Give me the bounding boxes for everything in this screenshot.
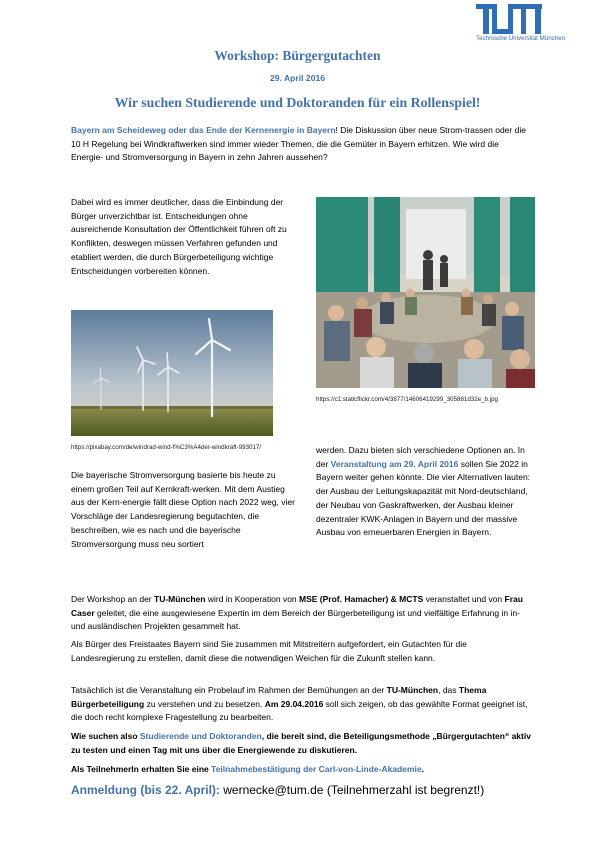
event-date-highlight: Veranstaltung am 29. April 2016	[330, 458, 459, 469]
paragraph-kooperation	[71, 593, 531, 634]
b3-text-1: Tatsächlich ist die Veranstaltung ein Probelauf im Rahmen der Bemühungen an der	[71, 685, 387, 695]
col2-before: werden. Dazu bieten sich verschiedene Optionen an. In der	[316, 445, 525, 469]
b5-text-1: Als TeilnehmerIn erhalten Sie eine	[71, 764, 212, 774]
wind-turbine-image	[71, 310, 273, 436]
tum-logo	[476, 4, 566, 42]
paragraph-probelauf	[71, 684, 531, 725]
col2-after: sollen Sie 2022 in Bayern weiter gehen könnte. Die vier Alternativen lauten: der Ausbau der Leitungskapazität mit Nord-deutschland, der Neubau von Gaskraftwerken, der Ausbau kleiner dezentraler KWK-Anlagen in Bayern und der massive Ausbau von erneuerbaren Energien in Bayern.	[316, 458, 531, 538]
paragraph-teilnahme	[71, 763, 531, 777]
intro-text: ! Die Diskussion über neue Strom-trassen oder die 10 H Regelung bei Windkraftwerken sind immer wieder Themen, die die Gemüter in Bayern erhitzen. Wie wird die Energie- und Stromversorgung in Bayern in zehn Jahren aussehen?	[71, 125, 526, 163]
b3-date: Am 29.04.2016	[264, 698, 324, 709]
b3-text-4: soll sich zeigen, ob das gewählte Format geeignet ist, die doch recht komplexe Fragestellung zu bearbeiten.	[71, 698, 528, 723]
b1-tum: TU-München	[154, 594, 206, 604]
registration-note: (Teilnehmerzahl ist begrenzt!)	[326, 783, 485, 797]
b3-tum: TU-München	[386, 685, 439, 695]
page-title: Workshop: Bürgergutachten	[214, 48, 381, 63]
group-image-caption: https://c1.staticflickr.com/4/3877/14606419299_305881d32e_b.jpg	[316, 396, 498, 403]
b5-highlight: Teilnahmebestätigung der Carl-von-Linde-Akademie	[211, 764, 422, 774]
registration-email[interactable]: wernecke@tum.de	[223, 783, 324, 797]
paragraph-wir-suchen	[71, 730, 531, 757]
paragraph-gutachten: Als Bürger des Freistaates Bayern sind Sie zusammen mit Mitstreitern aufgefordert, ein Gutachten für die Landesregierung zu erstellen, damit diese die notwendigen Weichen für die Zukunft stellen kann.	[71, 639, 467, 663]
b5-text-2: .	[421, 764, 425, 774]
b4-text-1: Wie suchen also	[71, 731, 140, 741]
b1-text-3: veranstaltet und von	[423, 594, 505, 604]
b4-highlight: Studierende und Doktoranden	[139, 731, 262, 741]
intro-highlight: Bayern am Scheideweg oder das Ende der Kernenergie in Bayern	[71, 125, 336, 135]
tum-logo-icon	[476, 4, 542, 34]
b1-frau-caser: Frau Caser	[71, 594, 523, 618]
event-date: 29. April 2016	[269, 73, 326, 83]
paragraph-buergerbeteiligung: Dabei wird es immer deutlicher, dass die Einbindung der Bürger unverzichtbar ist. Entscheidungen ohne ausreichende Konsultation der Öffentlichkeit führen oft zu Konflikten, deswegen müssen Verfahren gefunden und etabliert werden, die durch Bürgerbeteiligung wichtige Entscheidungen vorbereiten können.	[71, 197, 287, 276]
b1-mse-mcts: MSE (Prof. Hamacher) & MCTS	[299, 594, 424, 604]
paragraph-optionen	[316, 444, 536, 540]
b4-text-2: , die bereit sind, die Beteiligungsmethode „Bürgergutachten“ aktiv zu testen und einen Tag mit uns über die Energiewende zu diskutieren.	[71, 731, 531, 755]
b3-text-3: zu verstehen und zu besetzen.	[144, 698, 265, 709]
b1-text-4: geleitet, die eine ausgewiesene Expertin im dem Bereich der Bürgerbeteiligung ist und vielfältige Erfahrung in in- und ausländischen Projekten gesammelt hat.	[71, 607, 520, 632]
registration-label: Anmeldung (bis 22. April):	[71, 783, 220, 797]
paragraph-stromversorgung: Die bayerische Stromversorgung basierte bis heute zu einem großen Teil auf Kernkraft-werken. Mit dem Austieg aus der Kern-energie fällt diese Option nach 2022 weg, vier Vorschläge der Landesregierung begutachten, die beschreiben, wie es nach und die bayerische Stromversorgung muss neu sortiert	[71, 470, 295, 549]
b1-text-2: wird in Kooperation von	[205, 594, 300, 604]
registration-line	[71, 782, 541, 798]
group-discussion-image	[316, 197, 535, 388]
logo-subtitle: Technische Universität München	[476, 35, 566, 42]
intro-paragraph	[71, 124, 526, 165]
wind-image-caption: https://pixabay.com/de/windrad-wind-f%C3%A4der-windkraft-993017/	[71, 444, 262, 451]
b3-text-2: , das	[438, 685, 459, 695]
headline: Wir suchen Studierende und Doktoranden für ein Rollenspiel!	[114, 95, 481, 110]
b3-thema: Thema Bürgerbeteiligung	[71, 685, 487, 709]
b1-text-1: Der Workshop an der	[71, 594, 154, 604]
